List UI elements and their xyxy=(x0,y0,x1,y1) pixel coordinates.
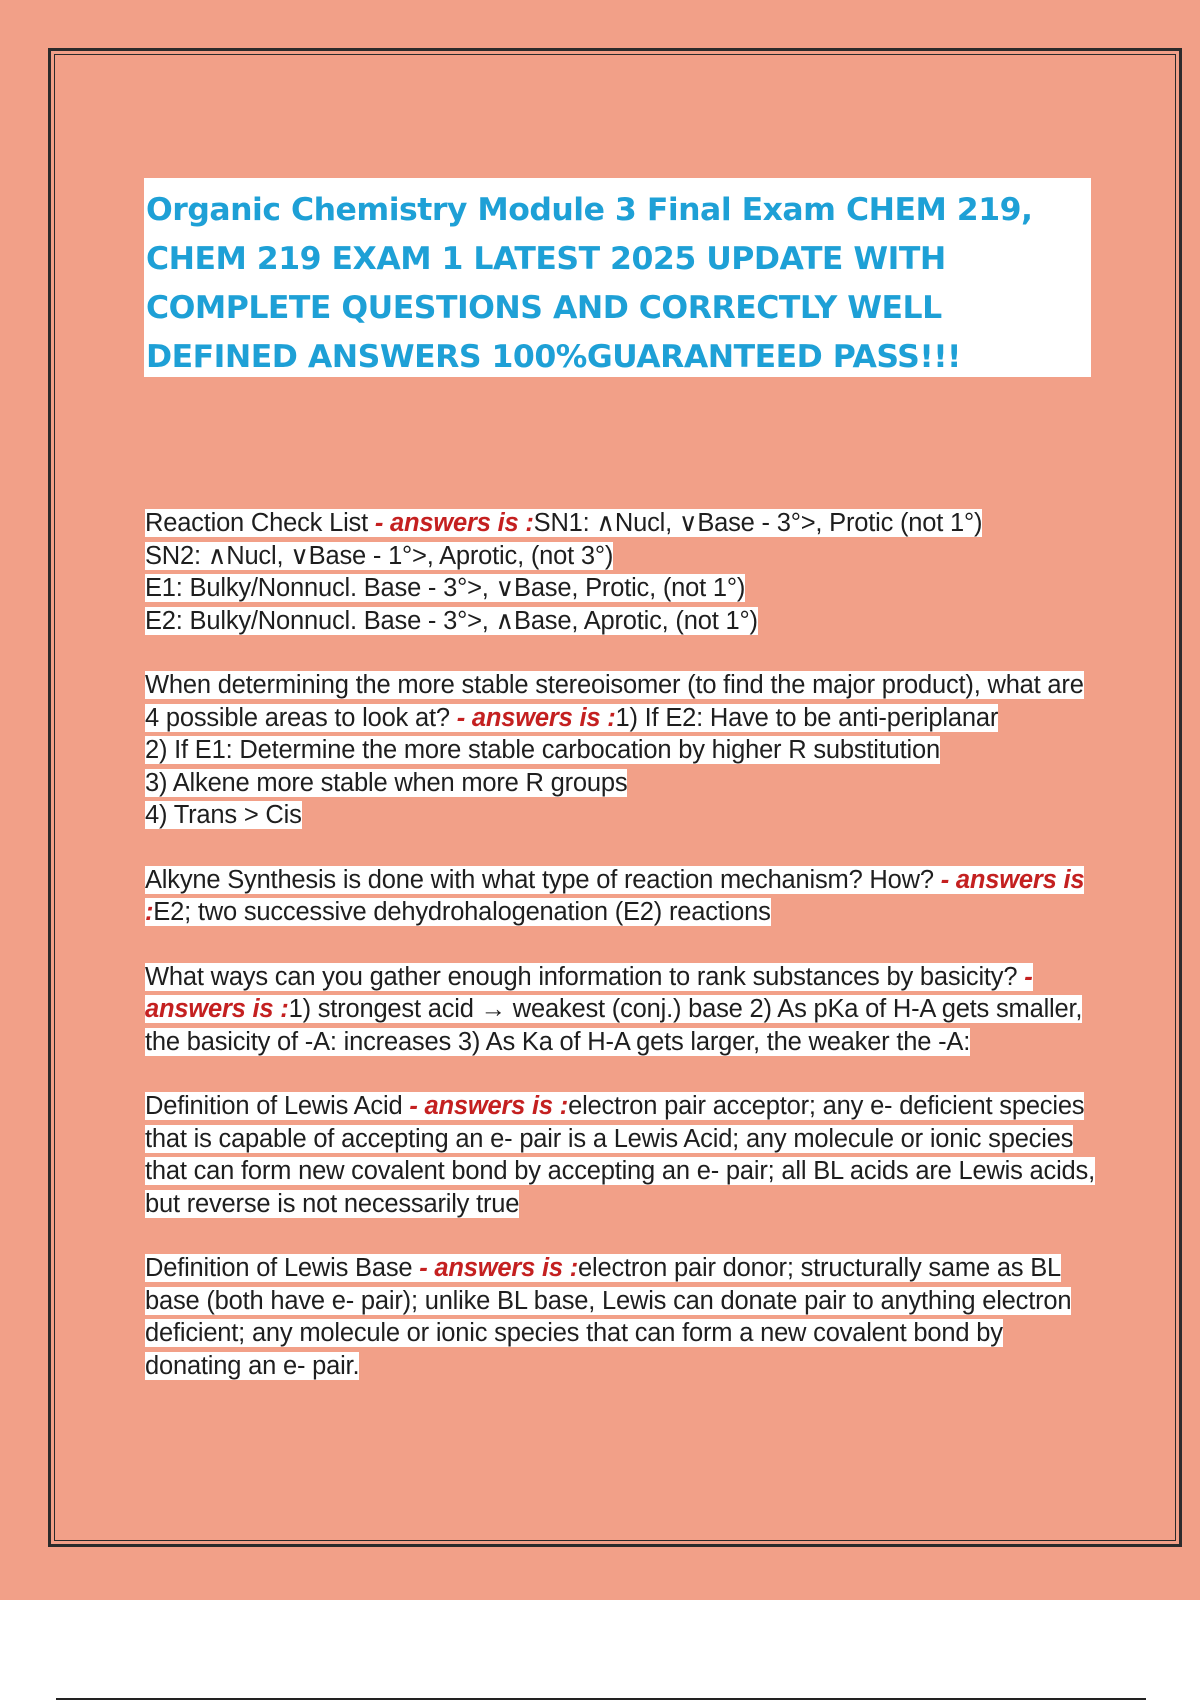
answer-marker: - answers is : xyxy=(374,509,534,537)
question-text: Alkyne Synthesis is done with what type of reaction mechanism? How? xyxy=(145,865,941,894)
answer-line: E1: Bulky/Nonnucl. Base - 3°>, ∨Base, Protic, (not 1°) xyxy=(145,574,746,602)
qa-item xyxy=(145,1090,1095,1220)
answer-line: 3) Alkene more stable when more R groups xyxy=(145,768,628,797)
answer-line: 4) Trans > Cis xyxy=(145,801,302,829)
answer-marker: - answers is : xyxy=(145,962,1033,1023)
answer-line: E2: Bulky/Nonnucl. Base - 3°>, ∧Base, Aprotic, (not 1°) xyxy=(145,606,758,635)
question-text: Definition of Lewis Acid xyxy=(145,1092,410,1120)
answer-line: E2; two successive dehydrohalogenation (E2) reactions xyxy=(153,898,771,926)
qa-item xyxy=(145,669,1095,832)
answer-marker: - answers is : xyxy=(409,1092,569,1120)
answer-line: electron pair acceptor; any e- deficient species that is capable of accepting an e- pair is a Lewis Acid; any molecule or ionic species that can form new covalent bond by accepting an e- pair; all BL acids are Lewis acids, but reverse is not necessarily true xyxy=(145,1092,1095,1218)
qa-item xyxy=(145,961,1095,1059)
qa-item xyxy=(145,1252,1095,1382)
question-text: When determining the more stable stereoisomer (to find the major product), what are 4 possible areas to look at? xyxy=(145,671,1084,732)
qa-list xyxy=(145,507,1095,1414)
question-text: Reaction Check List xyxy=(145,509,375,537)
answer-line: 2) If E1: Determine the more stable carbocation by higher R substitution xyxy=(145,736,940,764)
question-text: Definition of Lewis Base xyxy=(145,1254,420,1282)
answer-line: electron pair donor; structurally same as BL base (both have e- pair); unlike BL base, Lewis can donate pair to anything electron deficient; any molecule or ionic species that can form a new covalent bond by donating an e- pair. xyxy=(145,1254,1072,1380)
qa-item xyxy=(145,864,1095,929)
answer-marker: - answers is : xyxy=(145,865,1085,926)
answer-marker: - answers is : xyxy=(456,703,616,732)
question-text: What ways can you gather enough information to rank substances by basicity? xyxy=(145,962,1025,991)
answer-line: 1) strongest acid → weakest (conj.) base 2) As pKa of H-A gets smaller, the basicity of -A: increases 3) As Ka of H-A gets larger, the weaker the -A: xyxy=(145,995,1083,1056)
title-box xyxy=(144,178,1091,377)
qa-item xyxy=(145,507,1095,637)
answer-line: 1) If E2: Have to be anti-periplanar xyxy=(615,703,999,732)
document-title: Organic Chemistry Module 3 Final Exam CHEM 219, CHEM 219 EXAM 1 LATEST 2025 UPDATE WITH COMPLETE QUESTIONS AND CORRECTLY WELL DEFINED ANSWERS 100%GUARANTEED PASS!!! xyxy=(146,192,1033,375)
answer-marker: - answers is : xyxy=(419,1254,579,1282)
answer-line: SN1: ∧Nucl, ∨Base - 3°>, Protic (not 1°) xyxy=(533,509,983,537)
answer-line: SN2: ∧Nucl, ∨Base - 1°>, Aprotic, (not 3°) xyxy=(145,541,614,570)
